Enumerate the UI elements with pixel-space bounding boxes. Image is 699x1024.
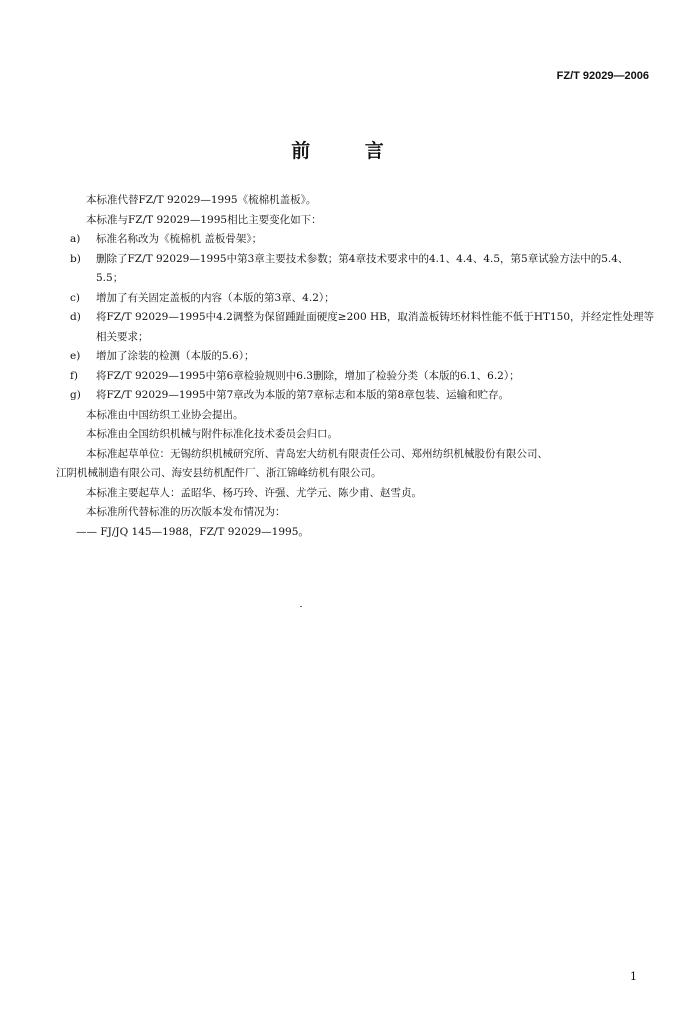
- item-mark: f): [70, 369, 78, 382]
- item-text: 增加了有关固定盖板的内容（本版的第3章、4.2）；: [96, 291, 335, 304]
- change-item-c: [70, 289, 655, 309]
- history-intro: 本标准所代替标准的历次版本发布情况为：: [86, 506, 286, 518]
- item-mark: d): [70, 311, 81, 323]
- change-item-d: [70, 308, 655, 347]
- drafting-units-line2: 江阴机械制造有限公司、海安县纺机配件厂、浙江锦峰纺机有限公司。: [56, 467, 382, 479]
- history-list: —— FJ/JQ 145—1988，FZ/T 92029—1995。: [76, 525, 309, 538]
- item-text: 将FZ/T 92029—1995中第7章改为本版的第7章标志和本版的第8章包装、运输和贮存。: [96, 389, 510, 401]
- item-text: 将FZ/T 92029—1995中第6章检验规则中6.3删除，增加了检验分类（本版的6.1、6.2）；: [96, 369, 520, 382]
- drafting-units-line1: 本标准起草单位：无锡纺织机械研究所、青岛宏大纺机有限责任公司、郑州纺织机械股份有限公司、: [86, 447, 548, 460]
- page-number: 1: [630, 970, 637, 983]
- page-title: 前 言: [291, 140, 408, 162]
- change-item-b: [70, 250, 655, 289]
- change-item-g: [70, 386, 655, 406]
- scan-dot: [300, 606, 302, 607]
- item-text: 增加了涂装的检测（本版的5.6）；: [96, 350, 255, 362]
- foreword-body: [56, 191, 655, 542]
- item-mark: a): [70, 233, 81, 245]
- managed-by: 本标准由全国纺织机械与附件标准化技术委员会归口。: [86, 428, 338, 440]
- item-text: 标准名称改为《梳棉机 盖板骨架》；: [96, 233, 263, 245]
- item-text: 将FZ/T 92029—1995中4.2调整为保留踵趾面硬度≥200 HB，取消盖板铸坯材料性能不低于HT150，并经定性处理等相关要求；: [96, 311, 655, 343]
- item-mark: e): [70, 350, 81, 362]
- change-item-f: [70, 367, 655, 387]
- item-text: 删除了FZ/T 92029—1995中第3章主要技术参数；第4章技术要求中的4.1、4.4、4.5，第5章试验方法中的5.4、5.5；: [96, 252, 629, 284]
- replace-statement: 本标准代替FZ/T 92029—1995《梳棉机盖板》。: [86, 194, 317, 206]
- item-mark: g): [70, 389, 81, 401]
- change-item-a: [70, 230, 655, 250]
- changes-intro: 本标准与FZ/T 92029—1995相比主要变化如下：: [86, 213, 322, 226]
- item-mark: b): [70, 252, 81, 265]
- item-mark: c): [70, 291, 80, 304]
- standard-code: FZ/T 92029—2006: [556, 70, 649, 82]
- proposed-by: 本标准由中国纺织工业协会提出。: [86, 408, 244, 421]
- main-drafters: 本标准主要起草人：孟昭华、杨巧玲、许强、尤学元、陈少甫、赵雪贞。: [86, 486, 422, 499]
- change-item-e: [70, 347, 655, 367]
